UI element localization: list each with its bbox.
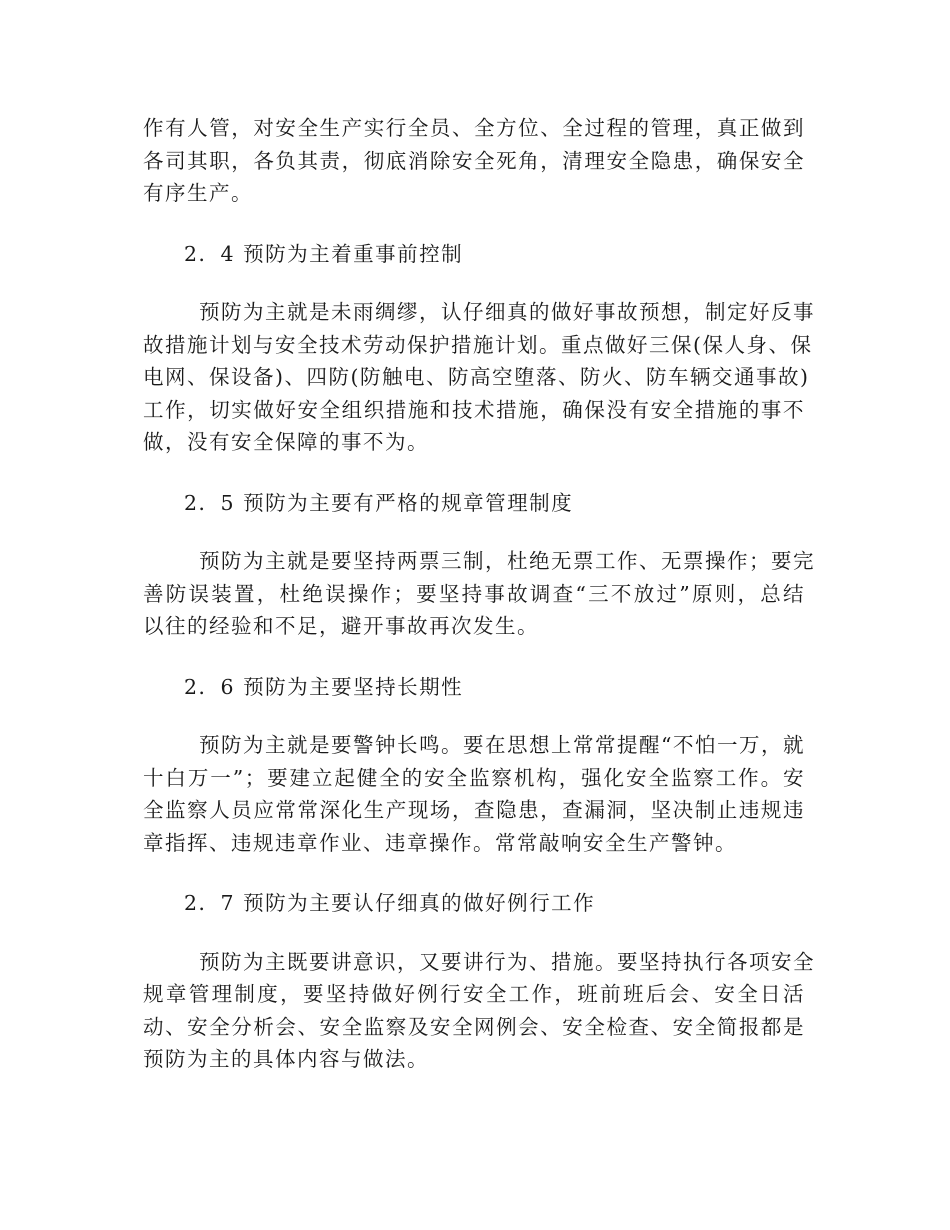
text-line: 全监察人员应常常深化生产现场，查隐患，查漏洞，坚决制止违规违 xyxy=(143,798,805,822)
text-line: 预防为主就是要警钟长鸣。要在思想上常常提醒“不怕一万，就 xyxy=(199,733,805,757)
body-paragraph xyxy=(143,729,805,859)
text-line: 十白万一”；要建立起健全的安全监察机构，强化安全监察工作。安 xyxy=(143,765,805,790)
text-line: 电网、保设备)、四防(防触电、防高空堕落、防火、防车辆交通事故) xyxy=(143,365,810,389)
body-paragraph xyxy=(143,946,815,1076)
text-line: 预防为主的具体内容与做法。 xyxy=(143,1047,429,1071)
text-line: 章指挥、违规违章作业、违章操作。常常敲响安全生产警钟。 xyxy=(143,830,737,855)
text-line: 做，没有安全保障的事不为。 xyxy=(143,430,429,454)
section-heading: 2．6 预防为主要坚持长期性 xyxy=(184,674,464,699)
body-paragraph xyxy=(143,296,815,459)
text-line: 规章管理制度，要坚持做好例行安全工作，班前班后会、安全日活 xyxy=(143,982,805,1006)
text-line: 动、安全分析会、安全监察及安全网例会、安全检查、安全简报都是 xyxy=(143,1014,805,1039)
text-line: 预防为主既要讲意识，又要讲行为、措施。要坚持执行各项安全 xyxy=(199,949,815,974)
text-line: 各司其职，各负其责，彻底消除安全死角，清理安全隐患，确保安全 xyxy=(143,148,805,173)
body-paragraph xyxy=(143,545,815,643)
section-heading: 2．7 预防为主要认仔细真的做好例行工作 xyxy=(184,891,596,915)
document-page xyxy=(143,112,815,1076)
text-line: 作有人管，对安全生产实行全员、全方位、全过程的管理，真正做到 xyxy=(143,116,805,140)
text-line: 预防为主就是未雨绸缪，认仔细真的做好事故预想，制定好反事 xyxy=(199,300,815,324)
text-line: 预防为主就是要坚持两票三制，杜绝无票工作、无票操作；要完 xyxy=(199,549,815,573)
text-line: 工作，切实做好安全组织措施和技术措施，确保没有安全措施的事不 xyxy=(143,397,805,422)
text-line: 以往的经验和不足，避开事故再次发生。 xyxy=(143,614,539,638)
text-line: 有序生产。 xyxy=(143,181,253,205)
section-heading: 2．5 预防为主要有严格的规章管理制度 xyxy=(184,490,574,515)
text-line: 善防误装置，杜绝误操作；要坚持事故调查“三不放过”原则，总结 xyxy=(143,581,805,606)
text-line: 故措施计划与安全技术劳动保护措施计划。重点做好三保(保人身、保 xyxy=(143,332,813,357)
body-paragraph xyxy=(143,112,805,210)
section-heading: 2．4 预防为主着重事前控制 xyxy=(184,241,464,266)
